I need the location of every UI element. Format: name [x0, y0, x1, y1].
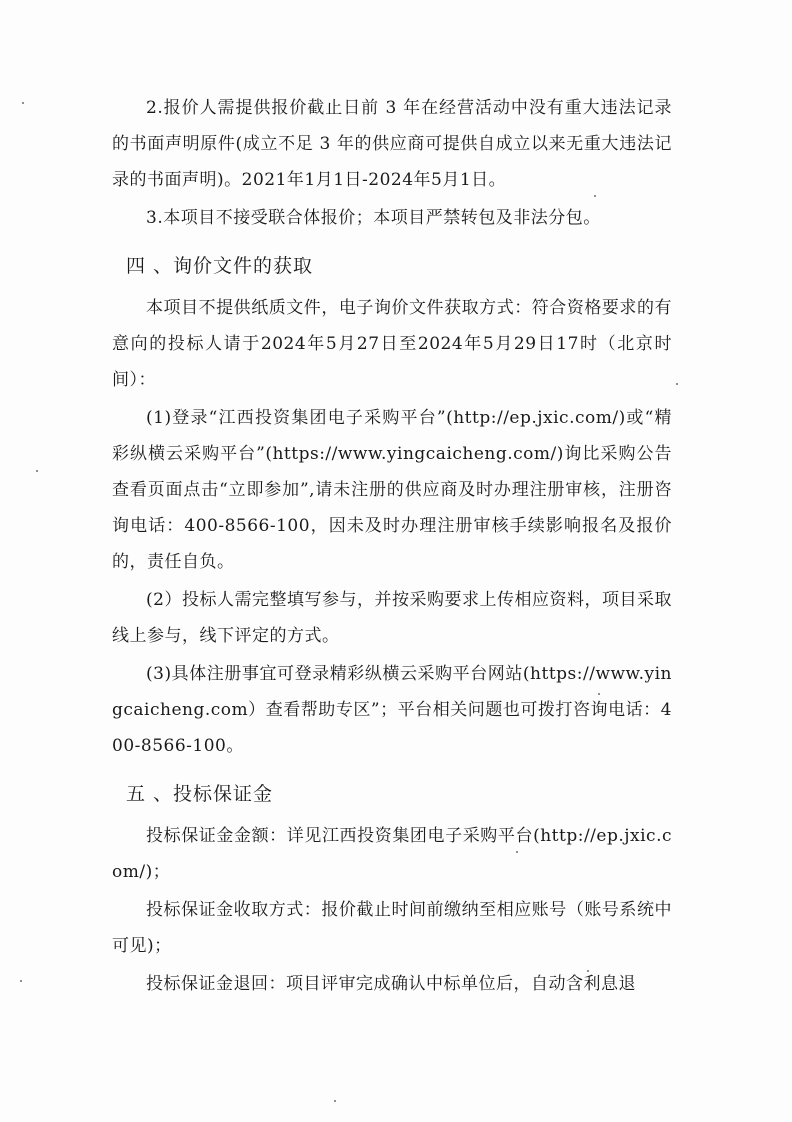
paragraph-acquisition-step-2: (2）投标人需完整填写参与，并按采购要求上传相应资料，项目采取线上参与，线下评定的方式。 [112, 590, 672, 646]
document-body [112, 90, 672, 1002]
scan-speck [22, 102, 24, 104]
section-heading-4: 四 、询价文件的获取 [126, 255, 314, 277]
scan-speck [676, 383, 678, 385]
paragraph-requirement-3: 3.本项目不接受联合体报价；本项目严禁转包及非法分包。 [146, 208, 601, 228]
paragraph-deposit-method: 投标保证金收取方式：报价截止时间前缴纳至相应账号（账号系统中可见)； [112, 900, 672, 956]
paragraph-acquisition-intro: 本项目不提供纸质文件，电子询价文件获取方式：符合资格要求的有意向的投标人请于2024年5月27日至2024年5月29日17时（北京时间）： [112, 298, 672, 390]
paragraph-deposit-amount: 投标保证金金额：详见江西投资集团电子采购平台(http://ep.jxic.com/)； [112, 826, 672, 882]
paragraph-requirement-2: 2.报价人需提供报价截止日前 3 年在经营活动中没有重大违法记录的书面声明原件(成立不足 3 年的供应商可提供自成立以来无重大违法记录的书面声明)。2021年1月1日-2024年5月1日。 [112, 98, 672, 190]
section-heading-5: 五 、投标保证金 [126, 783, 274, 805]
paragraph-acquisition-step-1: (1)登录“江西投资集团电子采购平台”(http://ep.jxic.com/)或“精彩纵横云采购平台”(https://www.yingcaicheng.com/)询比采购公告查看页面点击“立即参加”,请未注册的供应商及时办理注册审核，注册咨询电话：400-8566-100，因未及时办理注册审核手续影响报名及报价的，责任自负。 [112, 408, 672, 572]
paragraph-deposit-refund: 投标保证金退回：项目评审完成确认中标单位后，自动含利息退 [146, 974, 636, 994]
scan-speck [334, 1100, 336, 1102]
scan-speck [20, 980, 22, 982]
paragraph-acquisition-step-3: (3)具体注册事宜可登录精彩纵横云采购平台网站(https://www.yingcaicheng.com）查看帮助专区”；平台相关问题也可拨打咨询电话：400-8566-100。 [112, 664, 672, 756]
scan-speck [36, 470, 38, 472]
